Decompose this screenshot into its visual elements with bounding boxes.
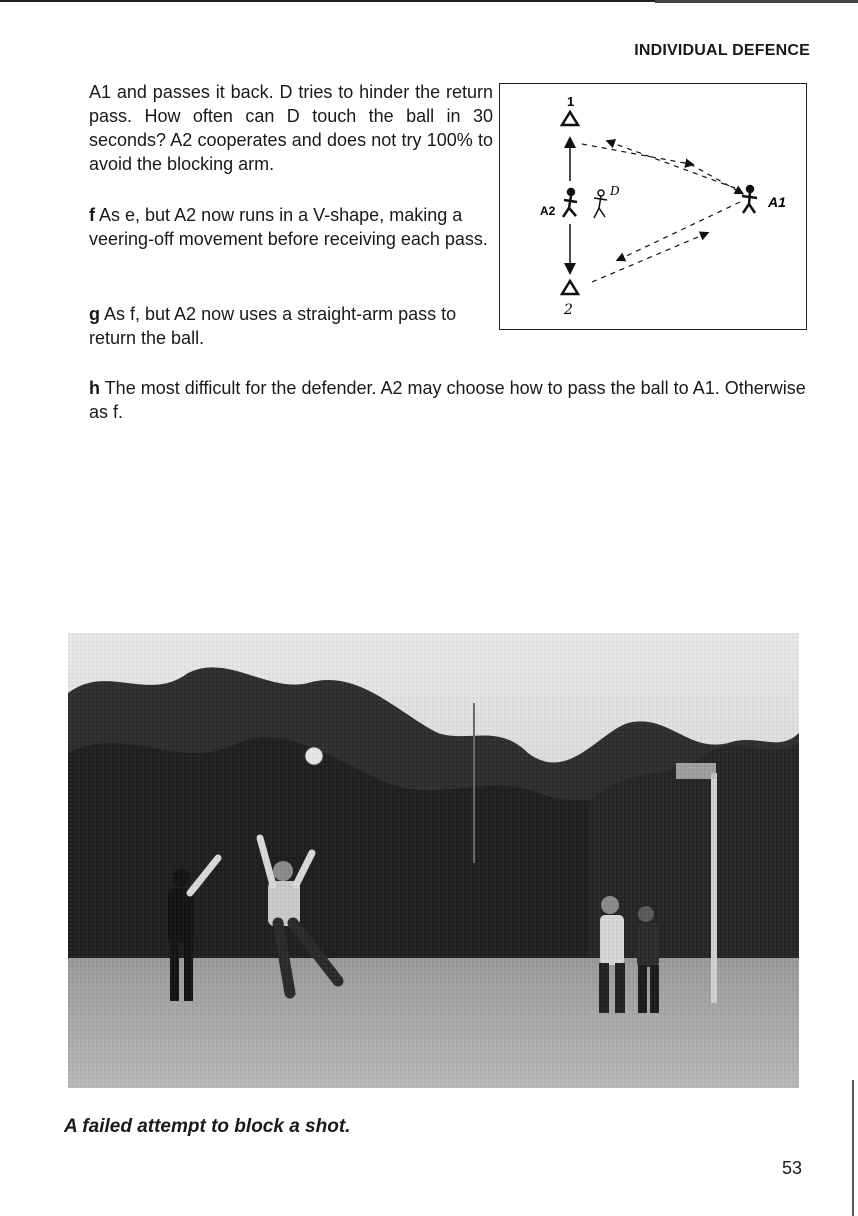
- paragraph-g-letter: g: [89, 304, 100, 324]
- photo-caption: A failed attempt to block a shot.: [64, 1116, 351, 1137]
- photo-block-attempt: [68, 633, 799, 1088]
- paragraph-e-continued: A1 and passes it back. D tries to hinder the return pass. How often can D touch the ball in 30 seconds? A2 cooperates and does not try 100% to avoid the blocking arm.: [89, 82, 493, 174]
- attacker-a2-label: A2: [540, 204, 556, 218]
- paragraph-h: [89, 376, 814, 424]
- attacker-a2-figure-icon: [563, 189, 577, 217]
- top-rule: [0, 0, 655, 2]
- pass-path-2: [690, 164, 740, 192]
- drill-diagram: [499, 83, 807, 330]
- paragraph-f-text: As e, but A2 now runs in a V-shape, making a veering-off movement before receiving each pass.: [89, 205, 488, 249]
- page-edge-mark: [852, 1080, 854, 1216]
- page-number: 53: [781, 1158, 802, 1178]
- photo-illustration: [68, 633, 799, 1088]
- pass-path-1: [582, 144, 690, 164]
- cone-bottom-icon: [562, 281, 578, 294]
- defender-label: D: [610, 184, 620, 198]
- cone-top-label: 1: [567, 94, 575, 109]
- defender-figure-icon: [594, 190, 607, 218]
- paragraph-g: [89, 302, 493, 350]
- top-rule-right: [655, 0, 858, 3]
- attacker-a1-figure-icon: [742, 186, 757, 213]
- drill-diagram-svg: [500, 84, 806, 329]
- pass-path-5: [592, 234, 705, 282]
- attacker-a1-label: A1: [768, 194, 786, 210]
- section-header: INDIVIDUAL DEFENCE: [634, 42, 810, 59]
- cone-bottom-label: 2: [564, 302, 573, 318]
- paragraph-f: [89, 203, 493, 251]
- paragraph-h-text: The most difficult for the defender. A2 may choose how to pass the ball to A1. Otherwise as f.: [89, 378, 806, 422]
- cone-top-icon: [562, 112, 578, 125]
- pass-path-4: [620, 202, 740, 259]
- pass-path-3: [610, 142, 735, 188]
- paragraph-g-text: As f, but A2 now uses a straight-arm pass to return the ball.: [89, 304, 457, 348]
- paragraph-h-letter: h: [89, 378, 100, 398]
- paragraph-f-letter: f: [89, 205, 95, 225]
